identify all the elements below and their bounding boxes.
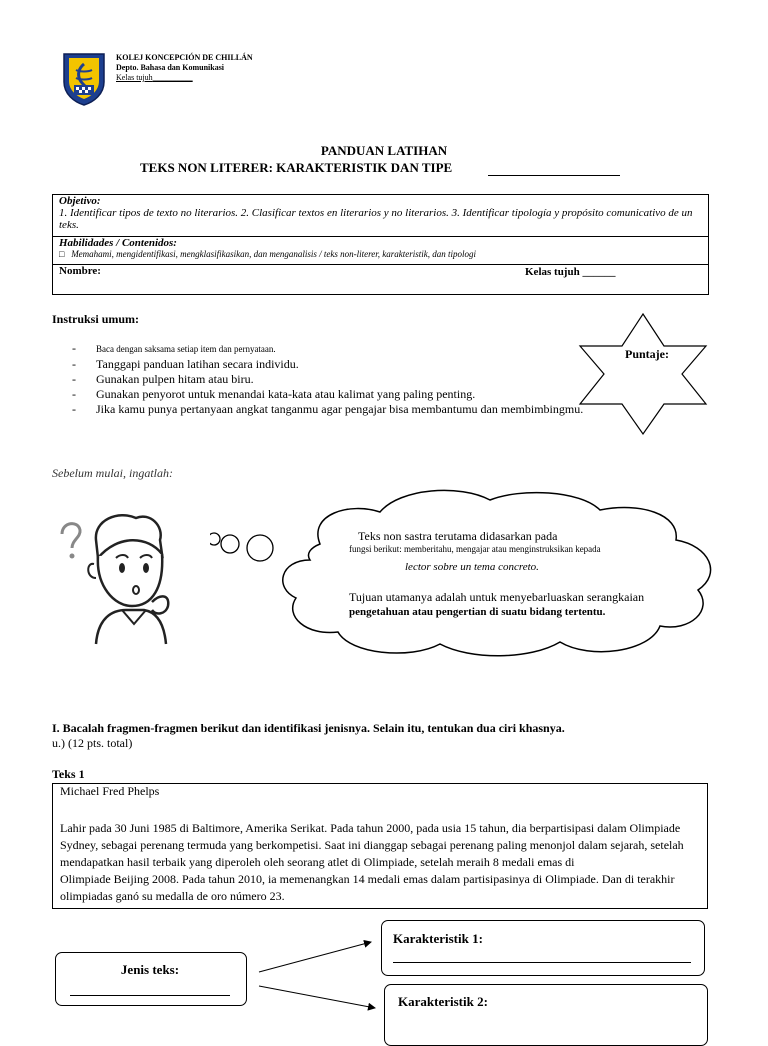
text-1-label: Teks 1	[52, 767, 85, 781]
karakteristik-1-answer-line[interactable]	[393, 962, 691, 963]
nombre-row	[53, 265, 708, 294]
instructions-list	[74, 341, 583, 417]
department-name: Depto. Bahasa dan Komunikasi	[116, 63, 225, 72]
objectives-table	[52, 194, 709, 295]
star-icon	[576, 312, 710, 436]
puntaje-label: Puntaje:	[625, 347, 669, 361]
list-item: - Gunakan pulpen hitam atau biru.	[72, 372, 254, 386]
school-header	[116, 53, 253, 83]
kelas-label: Kelas tujuh ______	[525, 266, 616, 278]
text-1-title: Michael Fred Phelps	[60, 784, 160, 798]
section-points: u.) (12 pts. total)	[52, 736, 133, 750]
checkbox-icon: □	[59, 249, 65, 259]
habilidades-text: □ Memahami, mengidentifikasi, mengklasifikasikan, dan menganalisis / teks non-literer, karakteristik, dan tipologi	[59, 249, 477, 259]
habilidades-row	[53, 237, 708, 265]
reminder-text: Sebelum mulai, ingatlah:	[52, 466, 173, 480]
school-name: KOLEJ KONCEPCIÓN DE CHILLÁN	[116, 53, 253, 62]
text-line: Sydney, sebagai perenang termuda yang berkompetisi. Saat ini dianggap sebagai perenang paling menonjol dalam sejarah, setelah	[60, 838, 684, 852]
habilidades-label: Habilidades / Contenidos:	[59, 237, 177, 249]
cloud-text-5: pengetahuan atau pengertian di suatu bidang tertentu.	[349, 606, 606, 618]
title-underline	[488, 175, 620, 176]
karakteristik-2-label: Karakteristik 2:	[398, 994, 488, 1009]
list-item: - Gunakan penyorot untuk menandai kata-kata atau kalimat yang paling penting.	[72, 387, 476, 401]
list-item: - Jika kamu punya pertanyaan angkat tanganmu agar pengajar bisa membantumu dan membimbingmu.	[72, 402, 584, 416]
nombre-label: Nombre:	[59, 265, 101, 277]
cloud-text-3: lector sobre un tema concreto.	[405, 561, 539, 573]
page-subtitle: TEKS NON LITERER: KARAKTERISTIK DAN TIPE	[140, 160, 453, 175]
cloud-text-2: fungsi berikut: memberitahu, mengajar atau menginstruksikan kepada	[349, 544, 601, 554]
jenis-teks-box	[55, 952, 247, 1006]
arrow-icons	[245, 930, 395, 1020]
objetivo-label: Objetivo:	[59, 195, 101, 207]
cloud-text-4: Tujuan utamanya adalah untuk menyebarluaskan serangkaian	[349, 590, 645, 604]
school-logo-icon	[62, 52, 106, 106]
section-title: I. Bacalah fragmen-fragmen berikut dan identifikasi jenisnya. Selain itu, tentukan dua ciri khasnya.	[52, 721, 565, 735]
thinking-boy-illustration	[56, 506, 206, 646]
list-item: - Baca dengan saksama setiap item dan pernyataan.	[72, 341, 276, 355]
karakteristik-1-box	[381, 920, 705, 976]
text-line: Olimpiade Beijing 2008. Pada tahun 2010, ia memenangkan 14 medali emas dalam partisipasinya di Olimpiade. Dan di terakhir	[60, 872, 675, 886]
cloud-text-1: Teks non sastra terutama didasarkan pada	[358, 529, 558, 543]
objetivo-text: 1. Identificar tipos de texto no literarios. 2. Clasificar textos en literarios y no literarios. 3. Identificar tipología y propósito comunicativo de un teks.	[59, 207, 693, 231]
text-line: Lahir pada 30 Juni 1985 di Baltimore, Amerika Serikat. Pada tahun 2000, pada usia 15 tahun, dia berpartisipasi dalam Olimpiade	[60, 821, 681, 835]
text-line: mendapatkan hasil terbaik yang diperoleh oleh seorang atlet di Olimpiade, setelah meraih 8 medali emas di	[60, 855, 575, 869]
page-title: PANDUAN LATIHAN	[320, 143, 448, 158]
text-line: olimpiadas ganó su medalla de oro número 23.	[60, 889, 285, 903]
jenis-teks-answer-line[interactable]	[70, 995, 230, 996]
class-name: Kelas tujuh__________	[116, 73, 193, 82]
instructions-title: Instruksi umum:	[52, 312, 140, 326]
thought-cloud	[210, 484, 730, 664]
objetivo-row	[53, 195, 708, 237]
karakteristik-1-label: Karakteristik 1:	[393, 931, 483, 946]
list-item: - Tanggapi panduan latihan secara individu.	[72, 357, 299, 371]
jenis-teks-label: Jenis teks:	[120, 962, 180, 977]
text-1-body	[60, 820, 768, 905]
